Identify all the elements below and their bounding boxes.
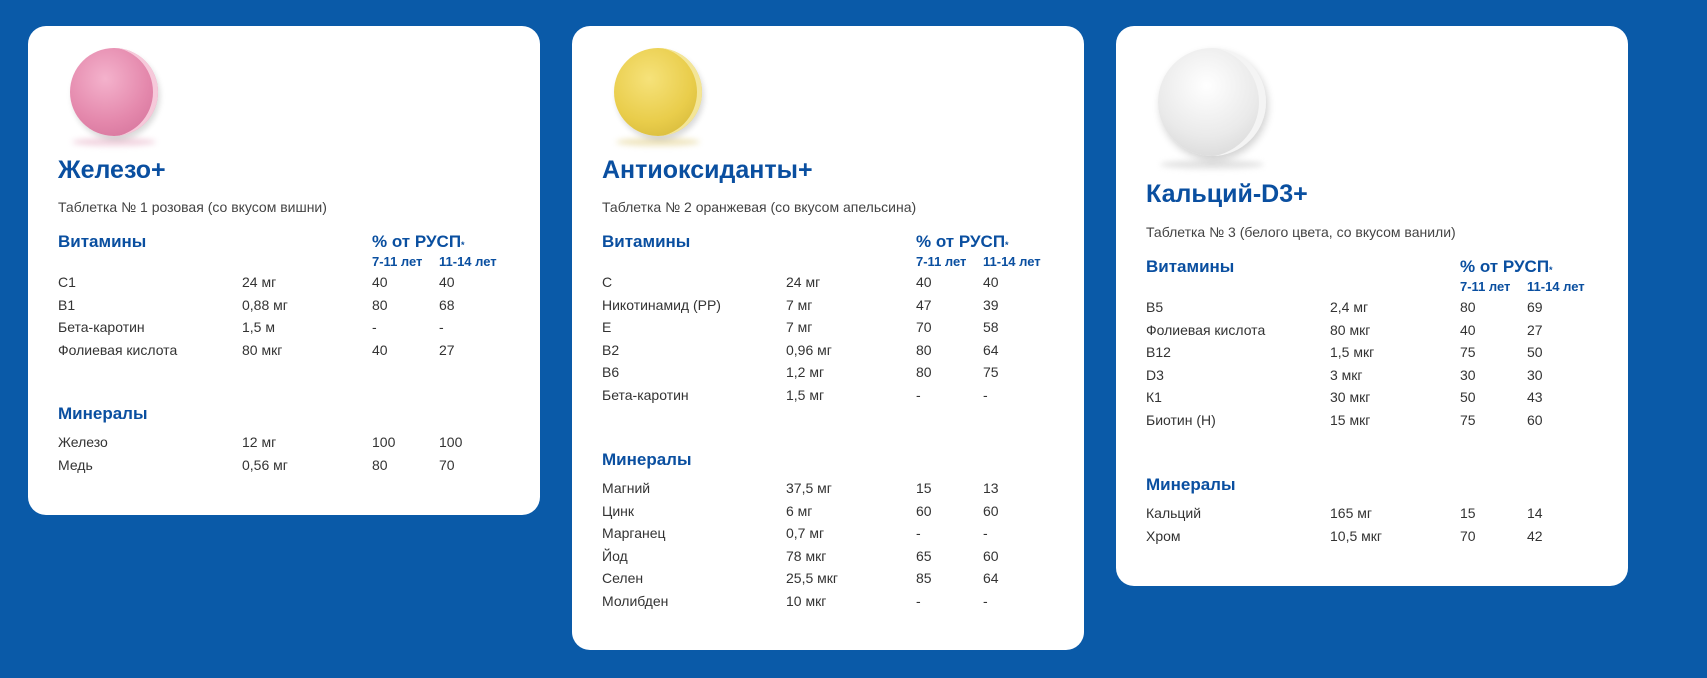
- card-subtitle: Таблетка № 2 оранжевая (со вкусом апельсина): [602, 199, 917, 215]
- tablet-shadow: [1160, 160, 1264, 169]
- pink-tablet-icon: [70, 48, 158, 136]
- minerals-table: [1146, 505, 1606, 550]
- table-row: Кальций 165 мг 15 14: [1146, 505, 1543, 521]
- table-row: Медь 0,56 мг 80 70: [58, 456, 455, 473]
- rusp-footnote-mark: *: [1549, 265, 1553, 275]
- vitamins-heading: Витамины: [58, 232, 147, 251]
- product-card-antioxidants: [572, 26, 1084, 650]
- card-title: Железо+: [58, 156, 166, 184]
- card-title: Кальций-D3+: [1146, 180, 1308, 208]
- vitamins-heading: Витамины: [602, 232, 691, 251]
- table-row: В1 0,88 мг 80 68: [58, 296, 455, 313]
- product-card-calcium: [1116, 26, 1628, 586]
- table-row: Е 7 мг 70 58: [602, 319, 999, 335]
- table-row: Хром 10,5 мкг 70 42: [1146, 527, 1543, 544]
- table-row: В6 1,2 мг 80 75: [602, 364, 999, 380]
- table-row: Марганец 0,7 мг - -: [602, 525, 988, 541]
- vitamins-heading: Витамины: [1146, 257, 1235, 276]
- table-row: Никотинамид (РР) 7 мг 47 39: [602, 296, 999, 313]
- white-tablet-icon: [1158, 48, 1266, 156]
- yellow-tablet-icon: [614, 48, 702, 136]
- table-row: В5 2,4 мг 80 69: [1146, 299, 1543, 315]
- table-row: Железо 12 мг 100 100: [58, 434, 463, 450]
- vitamins-table: [58, 274, 518, 364]
- minerals-table: [602, 480, 1062, 615]
- age-column-7-11: 7-11 лет: [916, 254, 967, 269]
- table-row: В2 0,96 мг 80 64: [602, 341, 999, 358]
- table-row: Биотин (Н) 15 мкг 75 60: [1146, 411, 1543, 428]
- table-row: К1 30 мкг 50 43: [1146, 389, 1543, 405]
- table-row: Бета-каротин 1,5 м - -: [58, 319, 444, 335]
- table-row: Фолиевая кислота 80 мкг 40 27: [1146, 321, 1543, 338]
- card-subtitle: Таблетка № 1 розовая (со вкусом вишни): [58, 199, 327, 215]
- table-row: Магний 37,5 мг 15 13: [602, 480, 999, 496]
- vitamins-table: [602, 274, 1062, 409]
- table-row: В12 1,5 мкг 75 50: [1146, 344, 1543, 360]
- table-row: Йод 78 мкг 65 60: [602, 547, 999, 564]
- age-column-7-11: 7-11 лет: [372, 254, 423, 269]
- table-row: Молибден 10 мкг - -: [602, 592, 988, 609]
- minerals-table: [58, 434, 518, 479]
- card-title: Антиоксиданты+: [602, 156, 813, 184]
- tablet-shadow: [72, 138, 156, 146]
- age-column-11-14: 11-14 лет: [1527, 279, 1585, 294]
- rusp-heading: % от РУСП*: [1460, 257, 1553, 276]
- age-column-11-14: 11-14 лет: [983, 254, 1041, 269]
- vitamins-table: [1146, 299, 1606, 434]
- table-row: Цинк 6 мг 60 60: [602, 502, 999, 519]
- table-row: Бета-каротин 1,5 мг - -: [602, 386, 988, 403]
- rusp-heading: % от РУСП*: [372, 232, 465, 251]
- age-column-7-11: 7-11 лет: [1460, 279, 1511, 294]
- rusp-heading: % от РУСП*: [916, 232, 1009, 251]
- table-row: D3 3 мкг 30 30: [1146, 366, 1543, 383]
- age-column-11-14: 11-14 лет: [439, 254, 497, 269]
- rusp-footnote-mark: *: [1005, 240, 1009, 250]
- table-row: С1 24 мг 40 40: [58, 274, 455, 290]
- minerals-heading: Минералы: [602, 450, 692, 469]
- tablet-shadow: [616, 138, 700, 146]
- rusp-footnote-mark: *: [461, 240, 465, 250]
- card-subtitle: Таблетка № 3 (белого цвета, со вкусом ванили): [1146, 224, 1456, 240]
- table-row: С 24 мг 40 40: [602, 274, 999, 290]
- table-row: Селен 25,5 мкг 85 64: [602, 570, 999, 586]
- minerals-heading: Минералы: [58, 404, 148, 423]
- minerals-heading: Минералы: [1146, 475, 1236, 494]
- table-row: Фолиевая кислота 80 мкг 40 27: [58, 341, 455, 358]
- product-card-iron: [28, 26, 540, 515]
